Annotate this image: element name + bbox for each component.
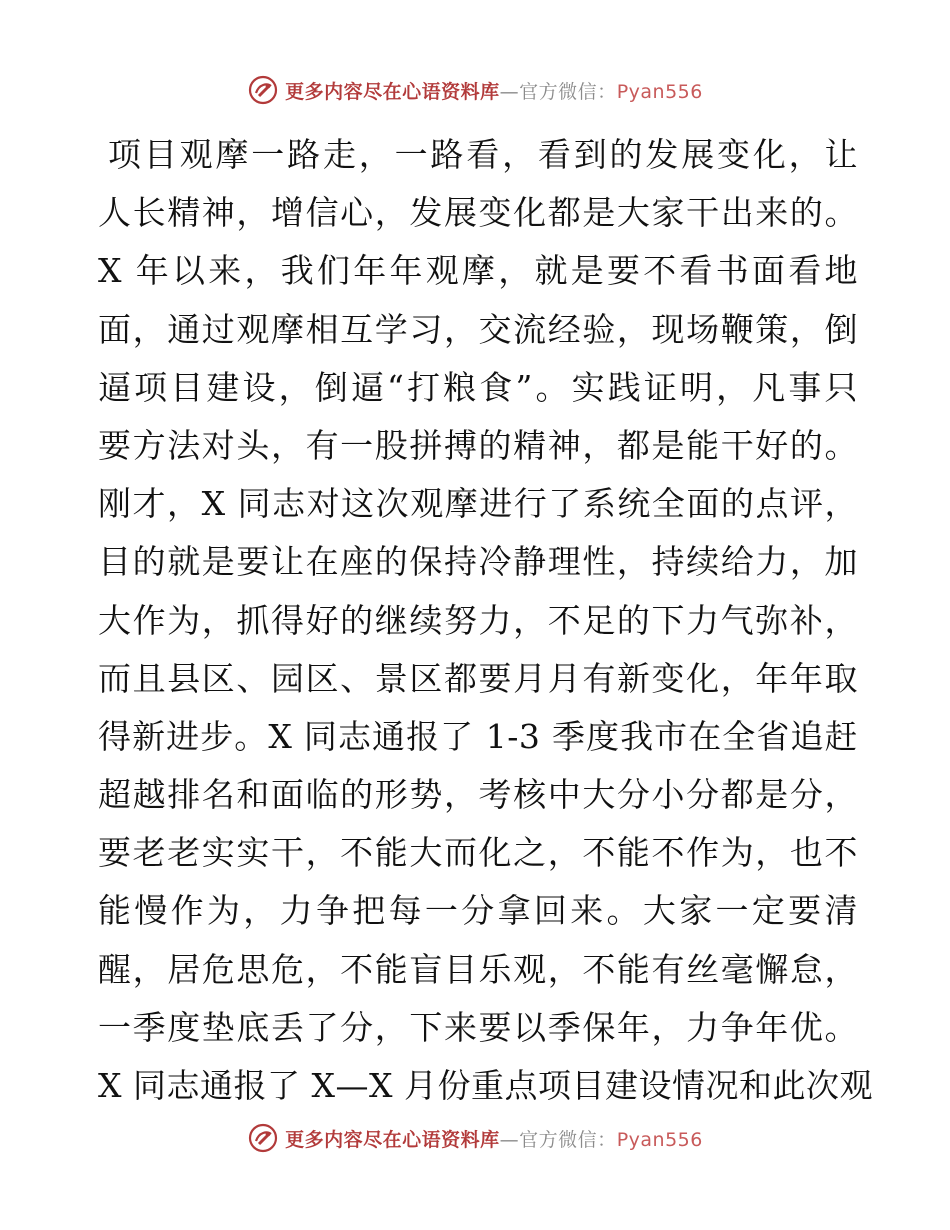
body-line: X 年以来，我们年年观摩，就是要不看书面看地: [98, 251, 858, 291]
body-line: 刚才，X 同志对这次观摩进行了系统全面的点评，: [98, 484, 858, 524]
header-watermark: [0, 70, 950, 110]
body-line: 大作为，抓得好的继续努力，不足的下力气弥补，: [98, 600, 858, 640]
watermark-brand: 更多内容尽在心语资料库: [285, 1128, 500, 1151]
watermark-handle: Pyan556: [616, 80, 703, 103]
watermark-handle: Pyan556: [616, 1128, 703, 1151]
body-line: 项目观摩一路走，一路看，看到的发展变化，让: [108, 135, 858, 174]
body-line: 要老老实实干，不能大而化之，不能不作为，也不: [98, 833, 858, 873]
body-line: 而且县区、园区、景区都要月月有新变化，年年取: [98, 658, 858, 698]
watermark-text: [285, 1125, 703, 1152]
body-line: 逼项目建设，倒逼“打粮食”。实践证明，凡事只: [98, 367, 858, 407]
body-line: 一季度垫底丢了分，下来要以季保年，力争年优。: [98, 1007, 858, 1047]
watermark-separator: —官方微信：: [499, 80, 617, 103]
watermark-text: [285, 77, 703, 104]
watermark-separator: —官方微信：: [499, 1128, 617, 1151]
watermark-brand: 更多内容尽在心语资料库: [285, 80, 500, 103]
body-line: 面，通过观摩相互学习，交流经验，现场鞭策，倒: [98, 309, 858, 349]
body-line: 超越排名和面临的形势，考核中大分小分都是分，: [98, 775, 858, 815]
footer-watermark: [0, 1118, 950, 1158]
brand-logo-icon: [247, 74, 279, 106]
brand-logo-icon: [247, 1122, 279, 1154]
body-line: 要方法对头，有一股拼搏的精神，都是能干好的。: [98, 425, 858, 465]
body-line: 得新进步。X 同志通报了 1-3 季度我市在全省追赶: [98, 716, 858, 756]
document-body: [98, 126, 873, 1115]
body-line: 醒，居危思危，不能盲目乐观，不能有丝毫懈怠，: [98, 949, 858, 989]
body-line: 能慢作为，力争把每一分拿回来。大家一定要清: [98, 891, 858, 931]
body-line: X 同志通报了 X—X 月份重点项目建设情况和此次观: [98, 1066, 873, 1105]
body-line: 目的就是要让在座的保持冷静理性，持续给力，加: [98, 542, 858, 582]
body-line: 人长精神，增信心，发展变化都是大家干出来的。: [98, 193, 858, 233]
